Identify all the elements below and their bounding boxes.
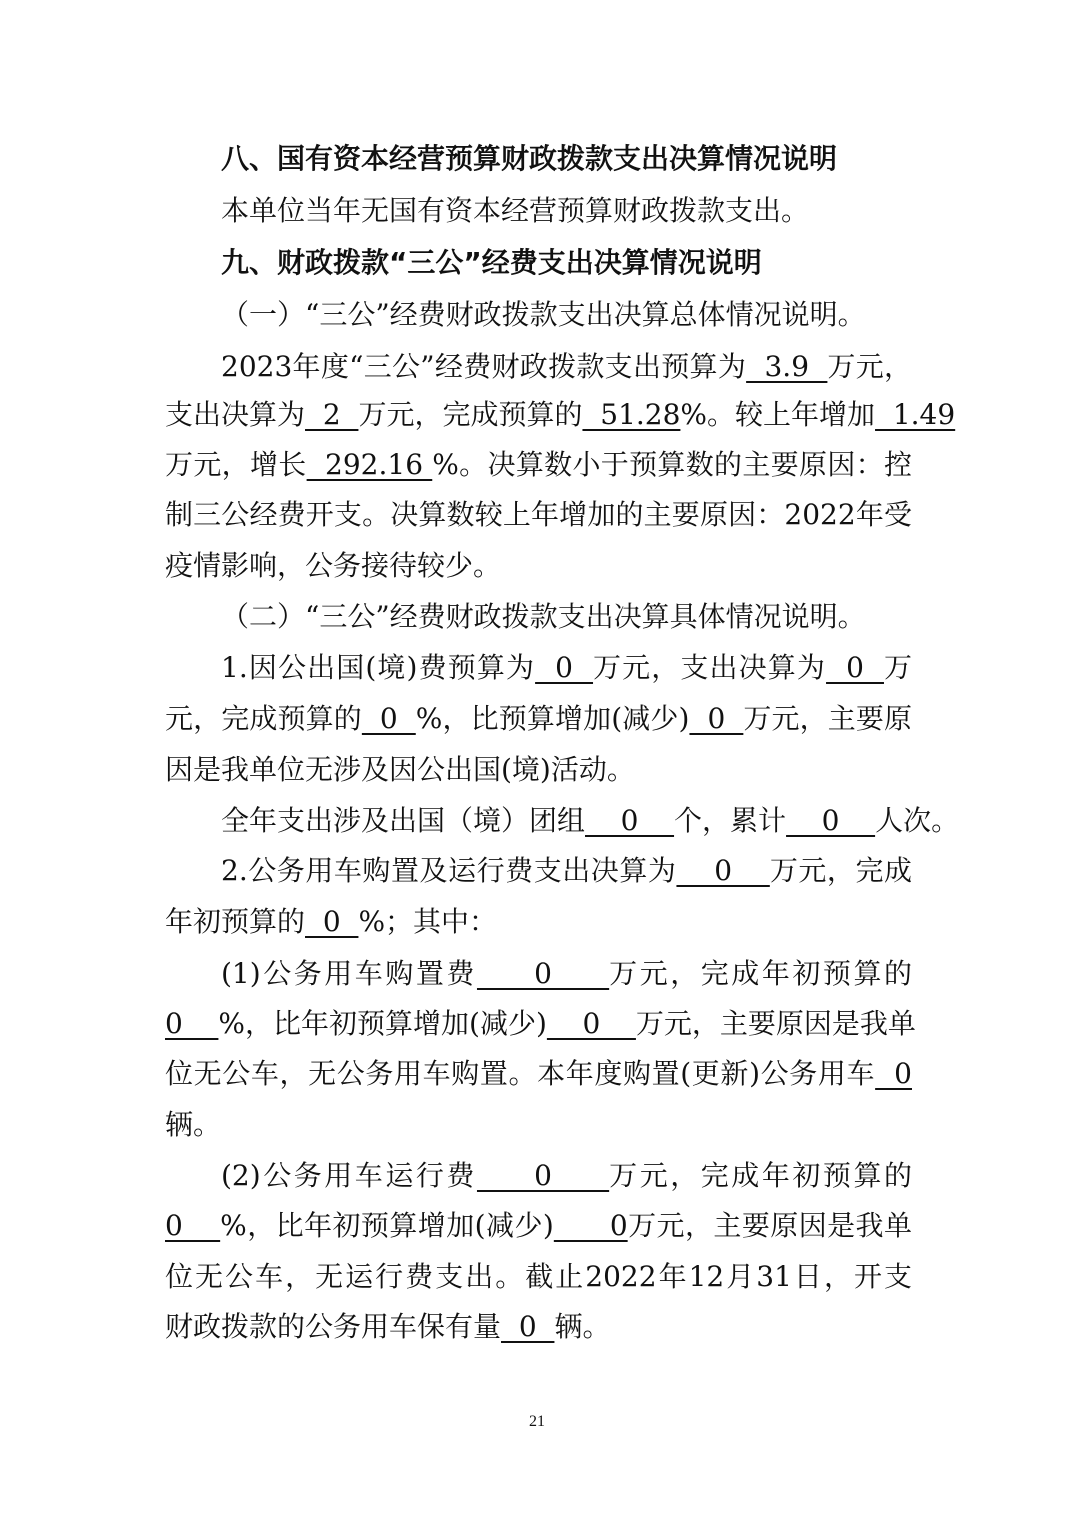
paragraph-4-line: 2.公务用车购置及运行费支出决算为 0 万元，完成: [221, 854, 912, 887]
blank-value: 0: [786, 804, 876, 837]
paragraph-6-line: 财政拨款的公务用车保有量 0 辆。: [165, 1310, 611, 1343]
blank-value: 0: [476, 1159, 610, 1192]
page-number: 21: [529, 1413, 545, 1430]
blank-value: 0: [305, 905, 359, 938]
blank-value: 3.9: [746, 350, 828, 383]
paragraph-1-line: 疫情影响，公务接待较少。: [165, 549, 502, 582]
blank-value: 0: [585, 804, 675, 837]
blank-value: 0: [535, 651, 594, 684]
blank-value: 0: [875, 1057, 912, 1090]
section-9-heading: 九、财政拨款“三公”经费支出决算情况说明: [221, 246, 762, 279]
paragraph-2-line: 元，完成预算的 0 %，比预算增加(减少) 0 万元，主要原: [165, 702, 912, 735]
blank-value: 0: [476, 957, 610, 990]
blank-value: 0: [165, 1007, 219, 1040]
subsection-2-heading: （二）“三公”经费财政拨款支出决算具体情况说明。: [221, 600, 866, 633]
blank-value: 0: [553, 1209, 628, 1242]
blank-value: 292.16: [306, 448, 433, 481]
blank-value: 0: [546, 1007, 636, 1040]
paragraph-6-line: 位无公车，无运行费支出。截止2022年12月31日，开支: [165, 1260, 912, 1293]
subsection-1-heading: （一）“三公”经费财政拨款支出决算总体情况说明。: [221, 298, 866, 331]
section-8-heading: 八、国有资本经营预算财政拨款支出决算情况说明: [221, 142, 838, 175]
blank-value: 0: [165, 1209, 221, 1242]
blank-value: 0: [361, 702, 416, 735]
blank-value: 0: [689, 702, 744, 735]
blank-value: 0: [826, 651, 884, 684]
paragraph-1-line: 支出决算为 2 万元，完成预算的 51.28%。较上年增加 1.49: [165, 398, 956, 431]
section-8-text: 本单位当年无国有资本经营预算财政拨款支出。: [221, 194, 810, 227]
paragraph-1-line: 制三公经费开支。决算数较上年增加的主要原因：2022年受: [165, 498, 912, 531]
paragraph-5-line: 辆。: [165, 1108, 222, 1141]
blank-value: 0: [501, 1310, 555, 1343]
paragraph-4-line: 年初预算的 0 %；其中：: [165, 905, 498, 938]
blank-value: 0: [676, 854, 770, 887]
paragraph-1-line: 万元，增长 292.16 %。决算数小于预算数的主要原因：控: [165, 448, 912, 481]
paragraph-6-line: 0 %，比年初预算增加(减少) 0万元，主要原因是我单: [165, 1209, 912, 1242]
paragraph-5-line: (1)公务用车购置费 0 万元，完成年初预算的: [221, 957, 912, 990]
paragraph-2-line: 因是我单位无涉及因公出国(境)活动。: [165, 753, 635, 786]
paragraph-3-line: 全年支出涉及出国（境）团组 0 个，累计 0 人次。: [221, 804, 960, 837]
blank-value: 2: [305, 398, 359, 431]
blank-value: 1.49: [875, 398, 956, 431]
paragraph-5-line: 位无公车，无公务用车购置。本年度购置(更新)公务用车 0: [165, 1057, 912, 1090]
paragraph-5-line: 0 %，比年初预算增加(减少) 0 万元，主要原因是我单: [165, 1007, 916, 1040]
blank-value: 51.28: [582, 398, 681, 431]
paragraph-6-line: (2)公务用车运行费 0 万元，完成年初预算的: [221, 1159, 912, 1192]
paragraph-2-line: 1.因公出国(境)费预算为 0 万元，支出决算为 0 万: [221, 651, 912, 684]
paragraph-1-line: 2023年度“三公”经费财政拨款支出预算为 3.9 万元，: [221, 350, 912, 383]
